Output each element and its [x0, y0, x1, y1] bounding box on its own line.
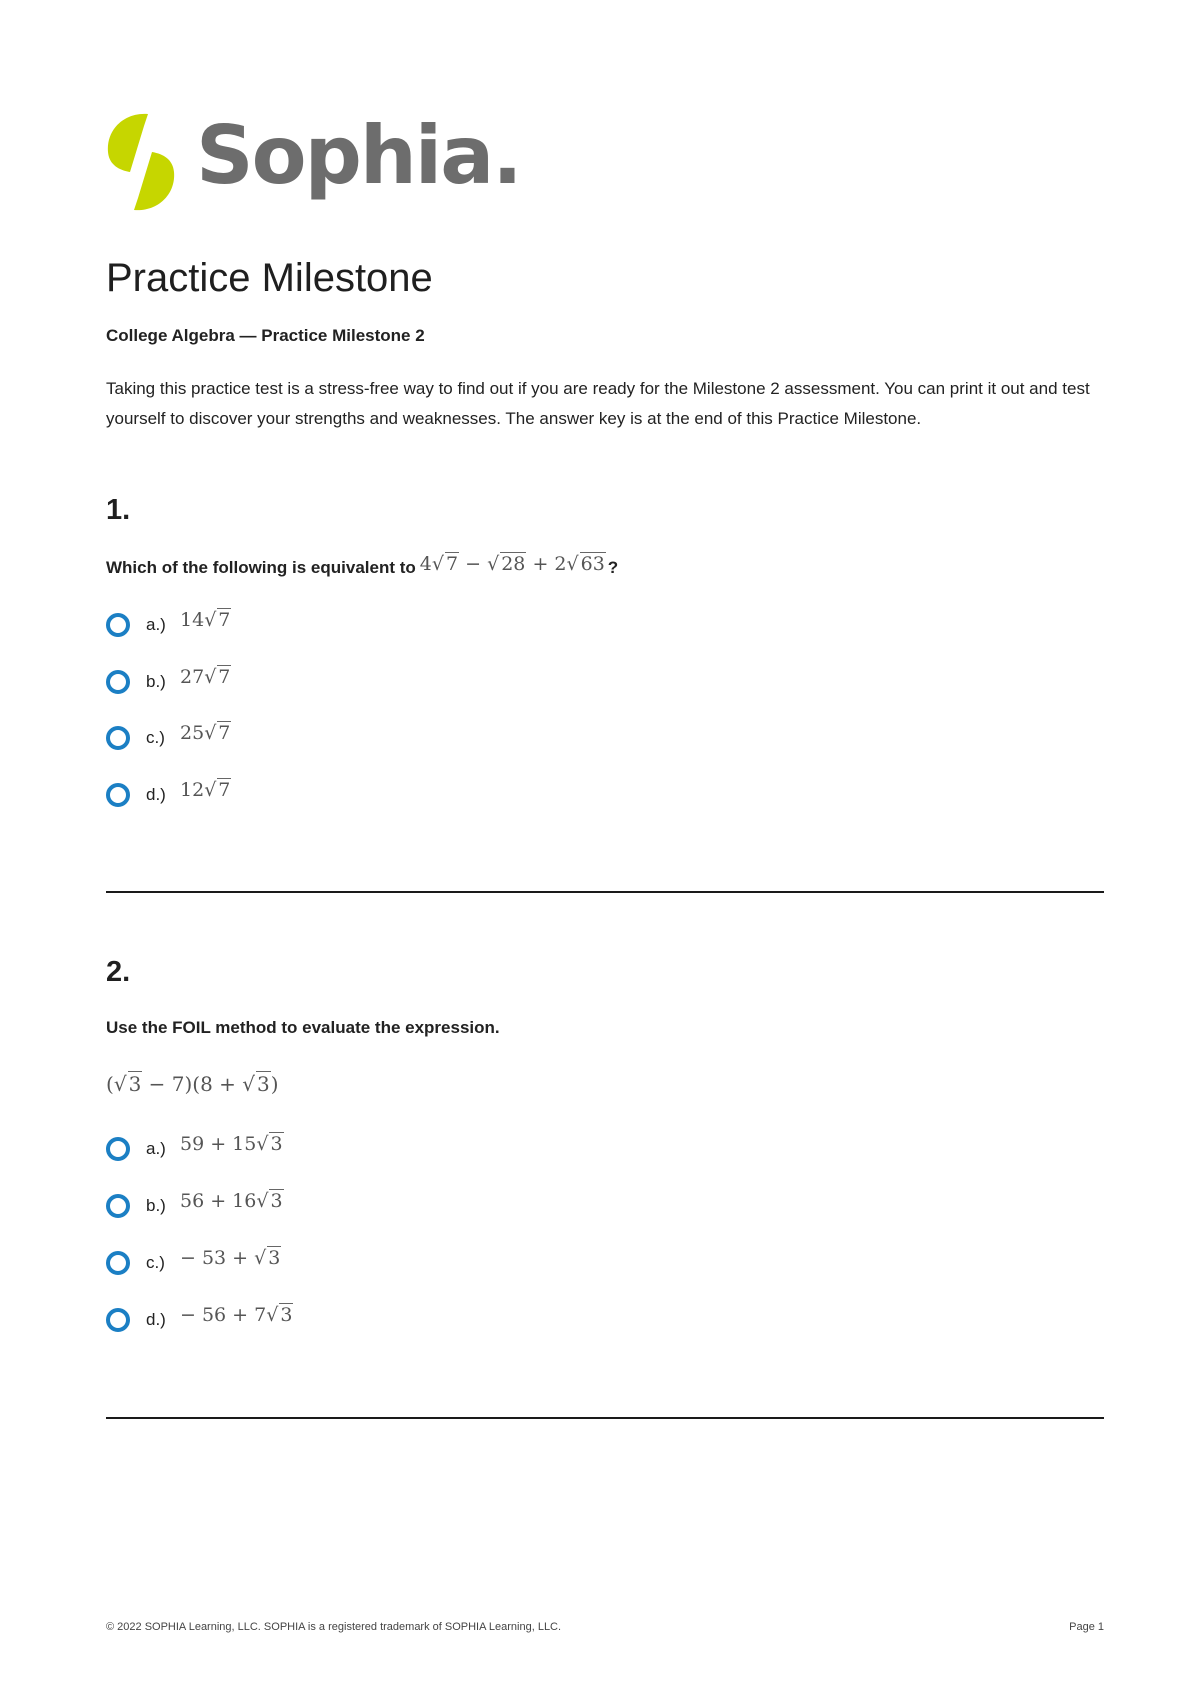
question-prompt: [106, 553, 619, 578]
footer-copyright: © 2022 SOPHIA Learning, LLC. SOPHIA is a registered trademark of SOPHIA Learning, LLC.: [106, 1621, 562, 1633]
question-prompt-text: Use the FOIL method to evaluate the expression.: [106, 1018, 500, 1037]
answer-option[interactable]: b.) 56 + 16√ 3: [106, 1191, 284, 1221]
question-math-expression: 4√ 7 − √ 28 + 2√ 63: [419, 553, 605, 575]
section-divider: [106, 891, 1104, 893]
answer-option[interactable]: a.) 59 + 15√ 3: [106, 1134, 284, 1164]
radio-circle-icon[interactable]: [106, 670, 130, 694]
question-prompt-text: Which of the following is equivalent to: [106, 558, 416, 577]
question-number: 1.: [106, 494, 131, 526]
answer-option[interactable]: d.) 12√ 7: [106, 780, 231, 810]
question-mark: ?: [607, 558, 619, 577]
answer-option[interactable]: b.) 27√ 7: [106, 667, 231, 697]
course-subtitle: College Algebra — Practice Milestone 2: [106, 326, 425, 345]
page-title: Practice Milestone: [106, 256, 433, 300]
answer-option[interactable]: c.) − 53 + √ 3: [106, 1248, 281, 1278]
answer-option[interactable]: d.) − 56 + 7√ 3: [106, 1305, 293, 1335]
question-number: 2.: [106, 956, 131, 988]
sophia-logo-mark-icon: [104, 112, 178, 212]
radio-circle-icon[interactable]: [106, 1251, 130, 1275]
page-number: Page 1: [1069, 1621, 1104, 1633]
intro-paragraph: Taking this practice test is a stress-free way to find out if you are ready for the Milestone 2 assessment. You can print it out and test yourself to discover your strengths and weaknesses. The answer key is at the end of this Practice Milestone.: [106, 379, 1090, 428]
radio-circle-icon[interactable]: [106, 613, 130, 637]
radio-circle-icon[interactable]: [106, 726, 130, 750]
radio-circle-icon[interactable]: [106, 1137, 130, 1161]
sophia-logo: [104, 109, 521, 212]
answer-option[interactable]: a.) 14√ 7: [106, 610, 231, 640]
radio-circle-icon[interactable]: [106, 1308, 130, 1332]
section-divider: [106, 1417, 1104, 1419]
sophia-logo-wordmark: Sophia.: [196, 109, 521, 202]
answer-option[interactable]: c.) 25√ 7: [106, 723, 231, 753]
radio-circle-icon[interactable]: [106, 1194, 130, 1218]
radio-circle-icon[interactable]: [106, 783, 130, 807]
question-math-expression: (√ 3 − 7)(8 + √ 3): [106, 1072, 279, 1096]
question-prompt: [106, 1018, 500, 1038]
